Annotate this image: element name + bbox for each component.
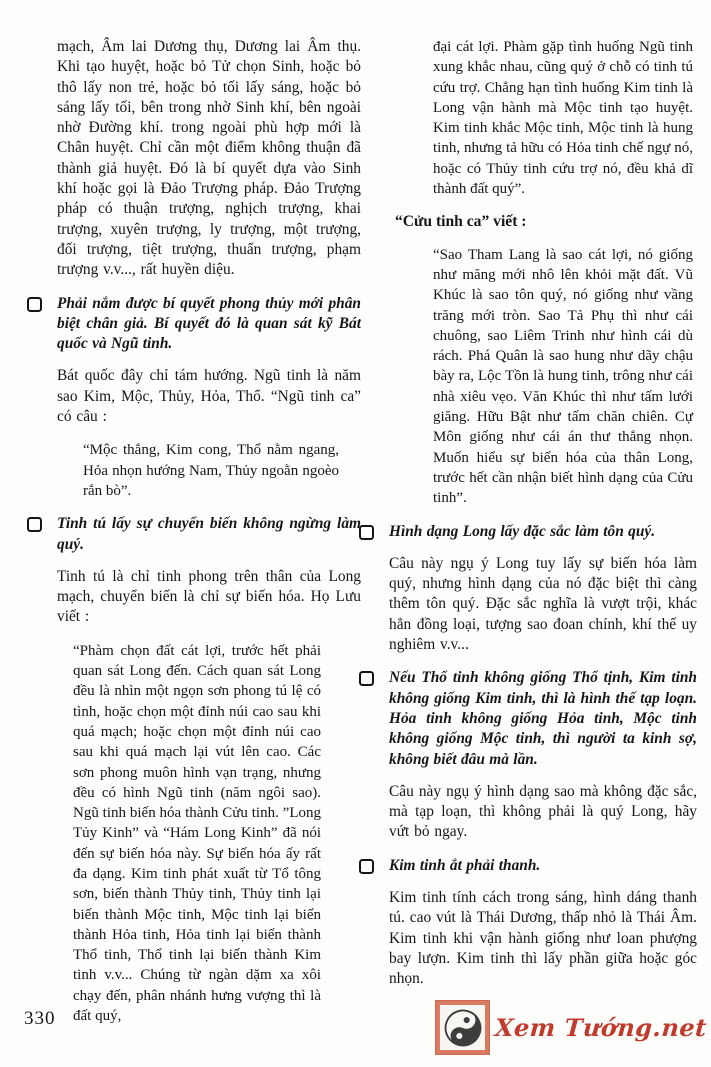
left-column (57, 37, 361, 1039)
bullet-text: Hình dạng Long lấy đặc sắc làm tôn quý. (389, 522, 656, 540)
checkbox-bullet-icon (27, 297, 42, 312)
paragraph: Kim tinh tính cách trong sáng, hình dáng thanh tú. cao vút là Thái Dương, thấp nhỏ là Thái Âm. Kim tinh khi vận hành giống như loan phượng bay lượn. Kim tinh thì lấy phần giữa hoặc góc nhọn. (389, 888, 697, 988)
paragraph: Câu này ngụ ý hình dạng sao mà không đặc sắc, mà tạp loạn, thì không phải là quý Long, hãy vứt bỏ ngay. (389, 782, 697, 841)
block-quote-continuation: đại cát lợi. Phàm gặp tình huống Ngũ tinh xung khắc nhau, cũng quý ở chỗ có tinh tú cứu trợ. Chẳng hạn tình huống Kim tinh là Long vận hành mà Mộc tinh tạo huyệt. Kim tinh khắc Mộc tinh, Mộc tinh là hung tinh, nhưng tả hữu có Hỏa tinh chế ngự nó, hoặc có Thủy tinh cứu trợ nó, đều khả dĩ thành đất quý”. (433, 39, 693, 198)
checkbox-bullet-icon (27, 517, 42, 532)
bullet-text: Tinh tú lấy sự chuyển biến không ngừng làm quý. (57, 515, 361, 553)
verse-quote: “Mộc thẳng, Kim cong, Thổ nằm ngang, Hỏa nhọn hướng Nam, Thủy ngoằn ngoèo rắn bò”. (83, 442, 339, 499)
checkbox-bullet-icon (359, 671, 374, 686)
watermark-logo-square (435, 1000, 490, 1055)
quote-heading: “Cửu tinh ca” viết : (395, 213, 527, 231)
bullet-item (57, 514, 361, 555)
right-column (389, 37, 697, 1002)
bullet-item (389, 522, 697, 542)
bullet-text: Phải nắm được bí quyết phong thủy mới phân biệt chân giả. Bí quyết đó là quan sát kỹ Bát quốc và Ngũ tinh. (57, 294, 361, 353)
paragraph: Tinh tú là chỉ tinh phong trên thân của Long mạch, chuyển biến là chỉ sự biến hóa. Họ Lưu viết : (57, 567, 361, 626)
bullet-text: Kim tinh ắt phải thanh. (389, 856, 541, 874)
paragraph: Bát quốc đây chỉ tám hướng. Ngũ tinh là năm sao Kim, Mộc, Thủy, Hỏa, Thổ. “Ngũ tinh ca” có câu : (57, 367, 361, 426)
watermark-site-name: Xem Tướng.net (494, 1013, 709, 1042)
bullet-item (389, 668, 697, 769)
bullet-text: Nếu Thổ tinh không giống Thổ tịnh, Kim tinh không giống Kim tinh, thì là hình thế tạp loạn. Hỏa tinh không giống Hỏa tinh, Mộc tinh không giống Mộc tinh, thì người ta kinh sợ, không biết đâu mà lần. (389, 669, 697, 768)
block-quote: “Sao Tham Lang là sao cát lợi, nó giống như măng mới nhô lên khỏi mặt đất. Vũ Khúc là sao tôn quý, nó giống như vầng trăng mới tròn. Sao Tả Phụ thì như cái chuông, sao Liêm Trinh như hình cái dù rách. Phá Quân là sao hung như dãy chậu bày ra, Lộc Tồn là hung tinh, trông như cái nhà xiêu vẹo. Văn Khúc thì như tấm lưới giăng. Hữu Bật như tấm chăn chiên. Cự Môn giống như cái án thư thẳng nhọn. Muốn hiểu sự biến hóa của thân Long, trước hết cần nhận biết hình dạng của Cửu tinh”. (433, 246, 693, 507)
checkbox-bullet-icon (359, 525, 374, 540)
yin-yang-icon (437, 1002, 487, 1052)
paragraph: mạch, Âm lai Dương thụ, Dương lai Âm thụ. Khi tạo huyệt, hoặc bỏ Tử chọn Sinh, hoặc bỏ thô lấy non trẻ, hoặc bỏ tối lấy sáng, hoặc bỏ sáng lấy tối, bên trong nhờ Sinh khí, bên ngoài nhờ Đường khí. trong ngoài phù hợp mới là Chân huyệt. Chỉ cần một điểm không thuận đã thành giả huyệt. Đó là bí quyết dựa vào Sinh khí hoặc gọi là Đảo Trượng pháp. Đảo Trượng pháp có thuận trượng, nghịch trượng, khai trượng, xuyên trượng, ly trượng, một trượng, đối trượng, tiệt trượng, thuẩn trượng, phạm trượng v.v..., rất huyền diệu. (57, 38, 361, 279)
checkbox-bullet-icon (359, 859, 374, 874)
page-number: 330 (24, 1008, 56, 1029)
paragraph: Câu này ngụ ý Long tuy lấy sự biến hóa làm quý, nhưng hình dạng của nó đặc biệt thì càng thêm tôn quý. Đặc sắc nghĩa là vượt trội, khác hẳn đồng loại, tượng sao đoan chính, khí thế uy nghiêm v.v... (389, 554, 697, 654)
bullet-item (57, 294, 361, 355)
watermark-logo-panel (440, 1005, 485, 1050)
block-quote: “Phàm chọn đất cát lợi, trước hết phải quan sát Long đến. Cách quan sát Long đều là nhìn một ngọn sơn phong tú lệ có tình, hoặc chọn một đỉnh núi cao sau khi quá mạch; hoặc chọn một đỉnh núi cao sau khi quá mạch lại vút lên cao. Các sơn phong muôn hình vạn trạng, nhưng đều có hình Ngũ tinh (năm ngôi sao). Ngũ tinh biến hóa thành Cửu tinh. ”Long Tủy Kinh” và “Hám Long Kinh” đã nói đến sự biến hóa này. Sự biến hóa ấy rất đa dạng. Kim tinh phát xuất từ Tổ tông sơn, biến thành Thủy tinh, Thủy tinh lại biến thành Mộc tinh, Mộc tinh lại biến thành Hỏa tinh, Hỏa tinh lại biến thành Thổ tinh, Thổ tinh lại biến thành Kim tinh v.v... Chúng từ ngàn dặm xa xôi chạy đến, phân nhánh hưng vượng thì là đất quý, (73, 642, 321, 1025)
watermark (435, 1000, 707, 1055)
bullet-item (389, 856, 697, 876)
